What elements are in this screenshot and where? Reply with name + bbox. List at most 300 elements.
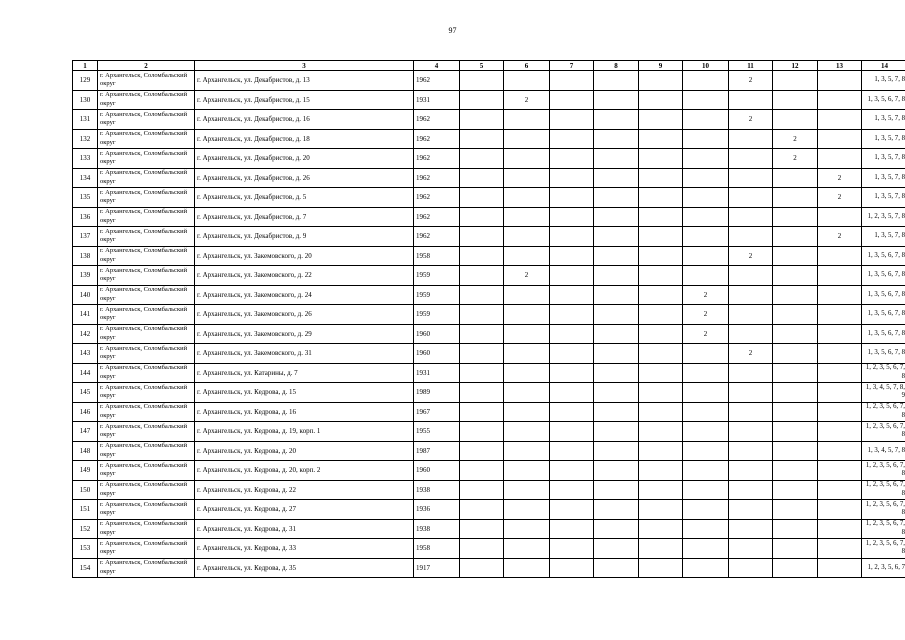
col-11-cell [729, 324, 773, 344]
table-row [73, 500, 905, 520]
col-13-cell [818, 266, 862, 286]
col-10-cell [683, 129, 729, 149]
col-13-cell [818, 344, 862, 364]
col-7-cell [550, 305, 594, 325]
col-11-cell [729, 90, 773, 110]
district-cell: г. Архангельск, Соломбальский округ [98, 266, 195, 286]
col-7-cell [550, 285, 594, 305]
col-13-cell [818, 71, 862, 91]
row-number-cell: 149 [73, 461, 98, 481]
col-7-cell [550, 324, 594, 344]
codes-cell: 1, 3, 5, 6, 7, 8 [862, 90, 905, 110]
table-row [73, 246, 905, 266]
address-cell: г. Архангельск, ул. Закемовского, д. 26 [195, 305, 414, 325]
col-10-cell [683, 110, 729, 130]
row-number-cell: 147 [73, 422, 98, 442]
col-12-cell [773, 168, 818, 188]
table-row [73, 363, 905, 383]
col-7-cell [550, 168, 594, 188]
col-5-cell [460, 305, 504, 325]
col-7-cell [550, 402, 594, 422]
table-row [73, 402, 905, 422]
district-cell: г. Архангельск, Соломбальский округ [98, 402, 195, 422]
col-10-cell [683, 441, 729, 461]
row-number-cell: 135 [73, 188, 98, 208]
col-9-cell [639, 539, 683, 559]
col-5-cell [460, 519, 504, 539]
col-8-cell [594, 402, 639, 422]
housing-registry-table [72, 60, 905, 578]
col-13-cell: 2 [818, 227, 862, 247]
col-10-cell [683, 500, 729, 520]
row-number-cell: 137 [73, 227, 98, 247]
col-6-cell [504, 422, 550, 442]
district-cell: г. Архангельск, Соломбальский округ [98, 71, 195, 91]
col-10-cell [683, 519, 729, 539]
column-header-9: 9 [639, 61, 683, 71]
row-number-cell: 150 [73, 480, 98, 500]
table-row [73, 480, 905, 500]
table-row [73, 90, 905, 110]
codes-cell: 1, 3, 4, 5, 7, 8, 9 [862, 383, 905, 403]
table-row [73, 344, 905, 364]
table-row [73, 422, 905, 442]
col-10-cell [683, 168, 729, 188]
col-12-cell [773, 90, 818, 110]
col-9-cell [639, 383, 683, 403]
col-8-cell [594, 207, 639, 227]
district-cell: г. Архангельск, Соломбальский округ [98, 383, 195, 403]
col-10-cell [683, 266, 729, 286]
col-11-cell: 2 [729, 246, 773, 266]
col-12-cell [773, 363, 818, 383]
year-cell: 1931 [414, 90, 460, 110]
col-8-cell [594, 90, 639, 110]
district-cell: г. Архангельск, Соломбальский округ [98, 500, 195, 520]
col-9-cell [639, 227, 683, 247]
col-11-cell [729, 149, 773, 169]
district-cell: г. Архангельск, Соломбальский округ [98, 149, 195, 169]
col-7-cell [550, 246, 594, 266]
table-row [73, 441, 905, 461]
district-cell: г. Архангельск, Соломбальский округ [98, 305, 195, 325]
col-10-cell [683, 246, 729, 266]
col-11-cell [729, 558, 773, 578]
col-12-cell [773, 71, 818, 91]
table-row [73, 519, 905, 539]
address-cell: г. Архангельск, ул. Декабристов, д. 7 [195, 207, 414, 227]
col-8-cell [594, 441, 639, 461]
col-8-cell [594, 539, 639, 559]
col-8-cell [594, 71, 639, 91]
col-7-cell [550, 266, 594, 286]
col-11-cell [729, 188, 773, 208]
table-row [73, 305, 905, 325]
row-number-cell: 151 [73, 500, 98, 520]
col-6-cell [504, 461, 550, 481]
col-11-cell [729, 266, 773, 286]
row-number-cell: 143 [73, 344, 98, 364]
col-5-cell [460, 168, 504, 188]
row-number-cell: 142 [73, 324, 98, 344]
col-12-cell [773, 285, 818, 305]
col-10-cell: 2 [683, 324, 729, 344]
col-9-cell [639, 422, 683, 442]
col-5-cell [460, 441, 504, 461]
codes-cell: 1, 2, 3, 5, 6, 7, 8 [862, 422, 905, 442]
col-13-cell [818, 149, 862, 169]
table-body [73, 71, 905, 578]
col-11-cell [729, 285, 773, 305]
col-10-cell [683, 363, 729, 383]
col-11-cell [729, 305, 773, 325]
col-9-cell [639, 441, 683, 461]
codes-cell: 1, 2, 3, 5, 6, 7, 8 [862, 519, 905, 539]
col-12-cell [773, 480, 818, 500]
col-5-cell [460, 246, 504, 266]
year-cell: 1959 [414, 266, 460, 286]
col-12-cell [773, 441, 818, 461]
col-5-cell [460, 344, 504, 364]
row-number-cell: 130 [73, 90, 98, 110]
table-row [73, 71, 905, 91]
col-9-cell [639, 558, 683, 578]
year-cell: 1936 [414, 500, 460, 520]
col-11-cell [729, 363, 773, 383]
col-11-cell [729, 461, 773, 481]
year-cell: 1960 [414, 324, 460, 344]
district-cell: г. Архангельск, Соломбальский округ [98, 539, 195, 559]
col-5-cell [460, 227, 504, 247]
row-number-cell: 153 [73, 539, 98, 559]
district-cell: г. Архангельск, Соломбальский округ [98, 168, 195, 188]
table-row [73, 383, 905, 403]
col-10-cell [683, 558, 729, 578]
year-cell: 1960 [414, 461, 460, 481]
col-10-cell [683, 344, 729, 364]
row-number-cell: 136 [73, 207, 98, 227]
col-7-cell [550, 110, 594, 130]
address-cell: г. Архангельск, ул. Декабристов, д. 16 [195, 110, 414, 130]
district-cell: г. Архангельск, Соломбальский округ [98, 90, 195, 110]
col-11-cell: 2 [729, 71, 773, 91]
table-row [73, 285, 905, 305]
col-10-cell [683, 539, 729, 559]
col-7-cell [550, 480, 594, 500]
col-8-cell [594, 383, 639, 403]
col-8-cell [594, 129, 639, 149]
codes-cell: 1, 3, 5, 6, 7, 8 [862, 246, 905, 266]
address-cell: г. Архангельск, ул. Кедрова, д. 27 [195, 500, 414, 520]
col-6-cell [504, 480, 550, 500]
col-9-cell [639, 285, 683, 305]
year-cell: 1955 [414, 422, 460, 442]
address-cell: г. Архангельск, ул. Декабристов, д. 20 [195, 149, 414, 169]
year-cell: 1960 [414, 344, 460, 364]
year-cell: 1938 [414, 519, 460, 539]
table-row [73, 168, 905, 188]
col-10-cell [683, 461, 729, 481]
district-cell: г. Архангельск, Соломбальский округ [98, 207, 195, 227]
year-cell: 1931 [414, 363, 460, 383]
col-11-cell [729, 207, 773, 227]
col-13-cell [818, 558, 862, 578]
col-6-cell [504, 324, 550, 344]
col-8-cell [594, 480, 639, 500]
col-13-cell [818, 285, 862, 305]
col-6-cell [504, 441, 550, 461]
col-9-cell [639, 168, 683, 188]
col-12-cell [773, 227, 818, 247]
col-5-cell [460, 207, 504, 227]
column-header-11: 11 [729, 61, 773, 71]
page-number: 97 [448, 26, 457, 35]
column-header-13: 13 [818, 61, 862, 71]
address-cell: г. Архангельск, ул. Катарины, д. 7 [195, 363, 414, 383]
district-cell: г. Архангельск, Соломбальский округ [98, 110, 195, 130]
col-13-cell [818, 500, 862, 520]
column-header-5: 5 [460, 61, 504, 71]
table-row [73, 461, 905, 481]
col-9-cell [639, 519, 683, 539]
col-12-cell [773, 188, 818, 208]
col-11-cell [729, 422, 773, 442]
year-cell: 1962 [414, 149, 460, 169]
col-8-cell [594, 558, 639, 578]
col-7-cell [550, 363, 594, 383]
col-9-cell [639, 402, 683, 422]
col-12-cell [773, 422, 818, 442]
district-cell: г. Архангельск, Соломбальский округ [98, 422, 195, 442]
column-header-2: 2 [98, 61, 195, 71]
codes-cell: 1, 2, 3, 5, 6, 7, 8 [862, 500, 905, 520]
table-header-row [73, 61, 905, 71]
col-8-cell [594, 149, 639, 169]
row-number-cell: 145 [73, 383, 98, 403]
table-row [73, 266, 905, 286]
district-cell: г. Архангельск, Соломбальский округ [98, 285, 195, 305]
table-row [73, 110, 905, 130]
col-6-cell [504, 227, 550, 247]
col-12-cell [773, 500, 818, 520]
codes-cell: 1, 2, 3, 5, 6, 7, 8 [862, 402, 905, 422]
col-5-cell [460, 539, 504, 559]
col-9-cell [639, 266, 683, 286]
col-13-cell [818, 207, 862, 227]
column-header-10: 10 [683, 61, 729, 71]
col-8-cell [594, 246, 639, 266]
address-cell: г. Архангельск, ул. Кедрова, д. 16 [195, 402, 414, 422]
district-cell: г. Архангельск, Соломбальский округ [98, 558, 195, 578]
district-cell: г. Архангельск, Соломбальский округ [98, 480, 195, 500]
col-9-cell [639, 480, 683, 500]
col-11-cell [729, 519, 773, 539]
col-8-cell [594, 285, 639, 305]
col-13-cell [818, 441, 862, 461]
col-6-cell [504, 110, 550, 130]
col-13-cell: 2 [818, 188, 862, 208]
codes-cell: 1, 3, 5, 7, 8 [862, 110, 905, 130]
col-5-cell [460, 422, 504, 442]
col-8-cell [594, 519, 639, 539]
row-number-cell: 152 [73, 519, 98, 539]
address-cell: г. Архангельск, ул. Декабристов, д. 9 [195, 227, 414, 247]
col-8-cell [594, 500, 639, 520]
address-cell: г. Архангельск, ул. Кедрова, д. 33 [195, 539, 414, 559]
col-11-cell [729, 227, 773, 247]
year-cell: 1962 [414, 227, 460, 247]
col-6-cell [504, 207, 550, 227]
col-6-cell [504, 519, 550, 539]
col-7-cell [550, 383, 594, 403]
col-11-cell [729, 383, 773, 403]
table-row [73, 558, 905, 578]
col-11-cell: 2 [729, 344, 773, 364]
codes-cell: 1, 3, 5, 7, 8 [862, 149, 905, 169]
col-10-cell [683, 71, 729, 91]
col-13-cell [818, 246, 862, 266]
col-9-cell [639, 129, 683, 149]
col-5-cell [460, 558, 504, 578]
col-11-cell: 2 [729, 110, 773, 130]
col-5-cell [460, 188, 504, 208]
col-10-cell [683, 149, 729, 169]
table-row [73, 324, 905, 344]
row-number-cell: 148 [73, 441, 98, 461]
col-7-cell [550, 188, 594, 208]
codes-cell: 1, 2, 3, 5, 6, 7, 8 [862, 461, 905, 481]
col-13-cell [818, 519, 862, 539]
col-7-cell [550, 441, 594, 461]
district-cell: г. Архангельск, Соломбальский округ [98, 227, 195, 247]
col-13-cell [818, 383, 862, 403]
col-9-cell [639, 344, 683, 364]
col-7-cell [550, 519, 594, 539]
col-12-cell: 2 [773, 149, 818, 169]
col-8-cell [594, 461, 639, 481]
col-8-cell [594, 422, 639, 442]
col-11-cell [729, 500, 773, 520]
row-number-cell: 146 [73, 402, 98, 422]
col-5-cell [460, 402, 504, 422]
col-6-cell [504, 539, 550, 559]
col-7-cell [550, 149, 594, 169]
address-cell: г. Архангельск, ул. Декабристов, д. 15 [195, 90, 414, 110]
col-13-cell [818, 110, 862, 130]
col-13-cell [818, 422, 862, 442]
codes-cell: 1, 3, 5, 7, 8 [862, 168, 905, 188]
col-7-cell [550, 422, 594, 442]
col-10-cell [683, 227, 729, 247]
col-7-cell [550, 539, 594, 559]
year-cell: 1962 [414, 188, 460, 208]
year-cell: 1958 [414, 246, 460, 266]
col-13-cell: 2 [818, 168, 862, 188]
col-6-cell [504, 402, 550, 422]
address-cell: г. Архангельск, ул. Декабристов, д. 13 [195, 71, 414, 91]
col-7-cell [550, 90, 594, 110]
row-number-cell: 134 [73, 168, 98, 188]
col-6-cell [504, 500, 550, 520]
column-header-8: 8 [594, 61, 639, 71]
col-12-cell [773, 461, 818, 481]
row-number-cell: 140 [73, 285, 98, 305]
row-number-cell: 139 [73, 266, 98, 286]
row-number-cell: 141 [73, 305, 98, 325]
address-cell: г. Архангельск, ул. Кедрова, д. 31 [195, 519, 414, 539]
col-8-cell [594, 266, 639, 286]
col-10-cell [683, 188, 729, 208]
district-cell: г. Архангельск, Соломбальский округ [98, 344, 195, 364]
col-11-cell [729, 168, 773, 188]
col-11-cell [729, 402, 773, 422]
row-number-cell: 144 [73, 363, 98, 383]
district-cell: г. Архангельск, Соломбальский округ [98, 324, 195, 344]
col-13-cell [818, 363, 862, 383]
district-cell: г. Архангельск, Соломбальский округ [98, 188, 195, 208]
district-cell: г. Архангельск, Соломбальский округ [98, 519, 195, 539]
year-cell: 1967 [414, 402, 460, 422]
row-number-cell: 132 [73, 129, 98, 149]
col-9-cell [639, 149, 683, 169]
col-6-cell [504, 71, 550, 91]
col-6-cell [504, 149, 550, 169]
col-7-cell [550, 207, 594, 227]
col-5-cell [460, 324, 504, 344]
address-cell: г. Архангельск, ул. Декабристов, д. 26 [195, 168, 414, 188]
row-number-cell: 131 [73, 110, 98, 130]
col-9-cell [639, 500, 683, 520]
col-5-cell [460, 149, 504, 169]
col-6-cell: 2 [504, 90, 550, 110]
codes-cell: 1, 2, 3, 5, 6, 7, 8 [862, 363, 905, 383]
col-5-cell [460, 266, 504, 286]
codes-cell: 1, 2, 3, 5, 7, 8 [862, 207, 905, 227]
column-header-12: 12 [773, 61, 818, 71]
col-9-cell [639, 363, 683, 383]
col-12-cell [773, 324, 818, 344]
col-13-cell [818, 129, 862, 149]
col-11-cell [729, 441, 773, 461]
year-cell: 1962 [414, 71, 460, 91]
col-5-cell [460, 110, 504, 130]
col-6-cell [504, 246, 550, 266]
codes-cell: 1, 3, 5, 6, 7, 8 [862, 266, 905, 286]
codes-cell: 1, 2, 3, 5, 6, 7, 8 [862, 539, 905, 559]
codes-cell: 1, 3, 5, 6, 7, 8 [862, 305, 905, 325]
row-number-cell: 133 [73, 149, 98, 169]
col-7-cell [550, 129, 594, 149]
col-12-cell [773, 539, 818, 559]
table-row [73, 227, 905, 247]
year-cell: 1962 [414, 207, 460, 227]
col-6-cell [504, 285, 550, 305]
year-cell: 1958 [414, 539, 460, 559]
col-10-cell [683, 480, 729, 500]
col-8-cell [594, 188, 639, 208]
col-13-cell [818, 324, 862, 344]
col-9-cell [639, 246, 683, 266]
address-cell: г. Архангельск, ул. Закемовского, д. 29 [195, 324, 414, 344]
col-6-cell [504, 188, 550, 208]
table-row [73, 539, 905, 559]
address-cell: г. Архангельск, ул. Кедрова, д. 20, корп. 2 [195, 461, 414, 481]
address-cell: г. Архангельск, ул. Кедрова, д. 20 [195, 441, 414, 461]
col-6-cell [504, 305, 550, 325]
col-13-cell [818, 461, 862, 481]
col-5-cell [460, 129, 504, 149]
year-cell: 1917 [414, 558, 460, 578]
